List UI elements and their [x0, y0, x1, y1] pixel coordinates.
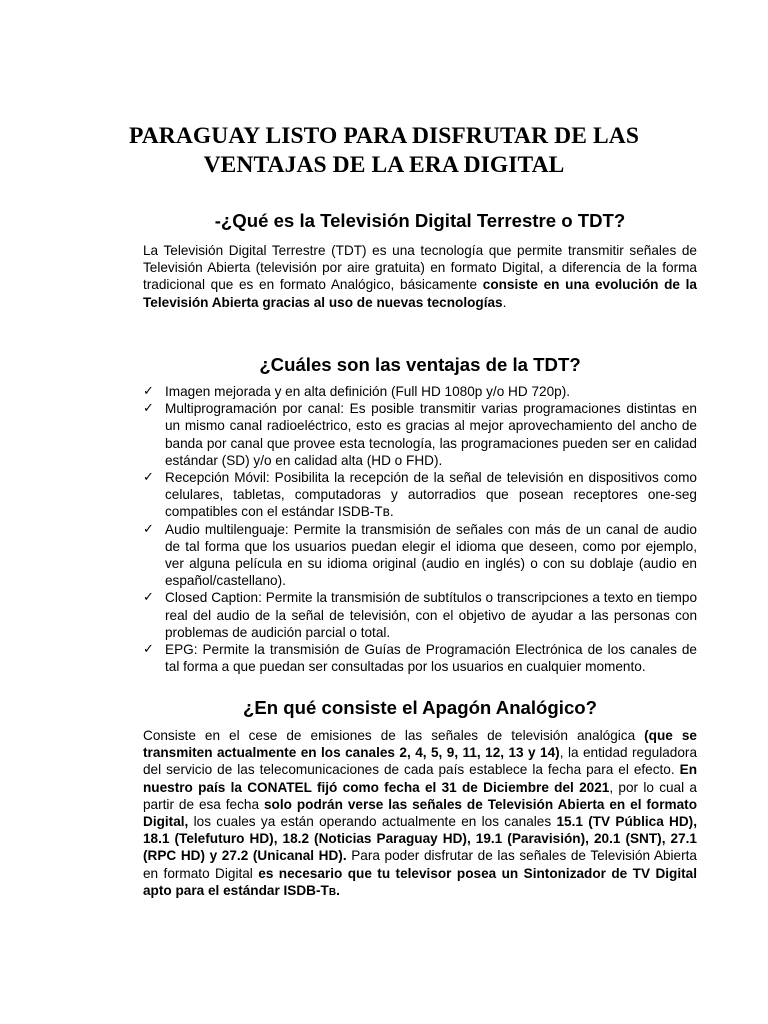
list-item-text: Closed Caption: Permite la transmisión de subtítulos o transcripciones a texto en tiempo real del audio de la señal de televisión, con el objetivo de ayudar a las personas con problemas de audición parcial o total.: [165, 590, 697, 640]
apagon-bold-1: (que se transmiten actualmente en los canales 2, 4, 5, 9, 11, 12, 13 y 14): [143, 728, 697, 761]
check-icon: ✓: [143, 590, 154, 606]
ventajas-list: [143, 383, 697, 675]
list-item: [143, 400, 697, 469]
apagon-text-2: , la entidad reguladora del servicio de las telecomunicaciones de cada país establece la fecha para el efecto.: [143, 745, 698, 778]
paragraph-tdt-end: .: [502, 294, 507, 310]
list-item: [143, 641, 697, 675]
paragraph-tdt-text: La Televisión Digital Terrestre (TDT) es una tecnología que permite transmitir señales de Televisión Abierta (televisión por aire gratuita) en formato Digital, a diferencia de la forma tradicional que es en formato Analógico, básicamente: [143, 243, 697, 293]
list-item-text: Audio multilenguaje: Permite la transmisión de señales con más de un canal de audio de tal forma que los usuarios puedan elegir el idioma que deseen, como por ejemplo, ver alguna película en su idioma original (audio en inglés) o con su doblaje (audio en español/castellano).: [165, 521, 697, 589]
check-icon: ✓: [143, 521, 154, 537]
list-item-text: Imagen mejorada y en alta definición (Full HD 1080p y/o HD 720p).: [165, 384, 571, 399]
list-item: [143, 383, 697, 400]
list-item-text: EPG: Permite la transmisión de Guías de Programación Electrónica de los canales de tal forma a que puedan ser consultadas por los usuarios en cualquier momento.: [165, 642, 697, 675]
apagon-bold-2: En nuestro país la CONATEL fijó como fecha el 31 de Diciembre del 2021: [143, 762, 697, 795]
list-item: [143, 521, 697, 590]
paragraph-tdt-bold: consiste en una evolución de la Televisión Abierta gracias al uso de nuevas tecnologías: [143, 277, 697, 310]
apagon-text-4: los cuales ya están operando actualmente en los canales: [188, 814, 557, 830]
list-item-text: Multiprogramación por canal: Es posible transmitir varias programaciones distintas en un mismo canal radioeléctrico, esto es gracias al mejor aprovechamiento del ancho de banda por canal que provee esta tecnología, las programaciones pueden ser en calidad estándar (SD) y/o en calidad alta (HD o FHD).: [165, 401, 697, 468]
apagon-text-1: Consiste en el cese de emisiones de las señales de televisión analógica: [143, 728, 645, 743]
list-item: [143, 469, 697, 521]
apagon-text-3: , por lo cual a partir de esa fecha: [143, 779, 697, 812]
paragraph-apagon: [143, 727, 697, 901]
section-heading-apagon: ¿En qué consiste el Apagón Analógico?: [243, 697, 597, 718]
check-icon: ✓: [143, 401, 154, 417]
apagon-bold-5-end: .: [336, 882, 340, 898]
apagon-bold-5: es necesario que tu televisor posea un Sintonizador de TV Digital apto para el estándar ISDB-T: [143, 865, 697, 898]
list-item-text: Recepción Móvil: Posibilita la recepción de la señal de televisión en dispositivos como celulares, tabletas, computadoras y autorradios que posean receptores one-seg compatibles con el estándar ISDB-Tʙ.: [165, 470, 697, 520]
apagon-bold-3: solo podrán verse las señales de Televisión Abierta en el formato Digital,: [143, 796, 697, 830]
section-heading-tdt: -¿Qué es la Televisión Digital Terrestre o TDT?: [214, 210, 626, 231]
check-icon: ✓: [143, 384, 154, 399]
document-title: PARAGUAY LISTO PARA DISFRUTAR DE LAS VENTAJAS DE LA ERA DIGITAL: [128, 123, 640, 178]
check-icon: ✓: [143, 642, 154, 658]
list-item: [143, 589, 697, 641]
apagon-bold-5-sub: B: [328, 886, 337, 898]
apagon-text-5: Para poder disfrutar de las señales de Televisión Abierta en formato Digital: [143, 848, 697, 881]
paragraph-tdt: [143, 242, 697, 311]
check-icon: ✓: [143, 470, 154, 486]
section-heading-ventajas: ¿Cuáles son las ventajas de la TDT?: [259, 354, 581, 375]
apagon-bold-4: 15.1 (TV Pública HD), 18.1 (Telefuturo HD), 18.2 (Noticias Paraguay HD), 19.1 (Paravisión), 20.1 (SNT), 27.1 (RPC HD) y 27.2 (Unicanal HD).: [143, 814, 697, 864]
